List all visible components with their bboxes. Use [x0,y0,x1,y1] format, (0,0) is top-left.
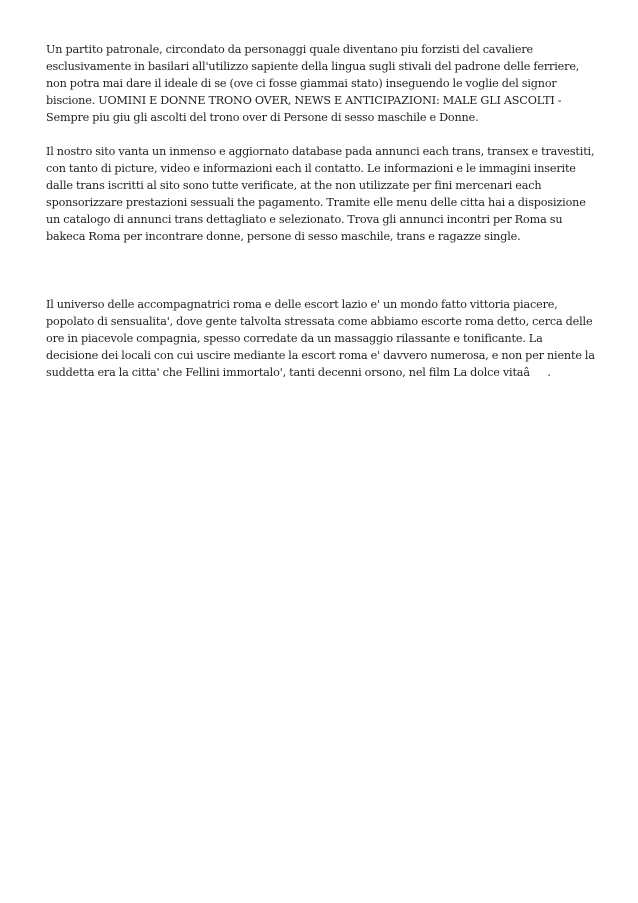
paragraph-2: Il nostro sito vanta un inmenso e aggiornato database pada annunci each trans, transex e travestiti, con tanto di picture, video e informazioni each il contatto. Le informazioni e le immagini inserite dalle trans iscritti al sito sono tutte verificate, at the non utilizzate per fini mercenari each sponsorizzare prestazioni sessuali the pagamento. Tramite elle menu delle citta hai a disposizione un catalogo di annunci trans dettagliato e selezionato. Trova gli annunci incontri per Roma su bakeca Roma per incontrare donne, persone di sesso maschile, trans e ragazze single. [46,145,595,243]
document-body [46,41,596,381]
paragraph-1: Un partito patronale, circondato da personaggi quale diventano piu forzisti del cavaliere esclusivamente in basilari all'utilizzo sapiente della lingua sugli stivali del padrone delle ferriere, non potra mai dare il ideale di se (ove ci fosse giammai stato) inseguendo le voglie del signor biscione. UOMINI E DONNE TRONO OVER, NEWS E ANTICIPAZIONI: MALE GLI ASCOLTI - Sempre piu giu gli ascolti del trono over di Persone di sesso maschile e Donne. [46,43,580,124]
paragraph-gap [46,126,596,143]
paragraph-gap [46,279,596,296]
paragraph-3: Il universo delle accompagnatrici roma e delle escort lazio e' un mondo fatto vittoria piacere, popolato di sensualita', dove gente talvolta stressata come abbiamo escorte roma detto, cerca delle ore in piacevole compagnia, spesso corredate da un massaggio rilassante e tonificante. La decisione dei locali con cui uscire mediante la escort roma e' davvero numerosa, e non per niente la suddetta era la citta' che Fellini immortalo', tanti decenni orsono, nel film La dolce vitaâ. [46,298,595,379]
paragraph-gap [46,245,596,279]
